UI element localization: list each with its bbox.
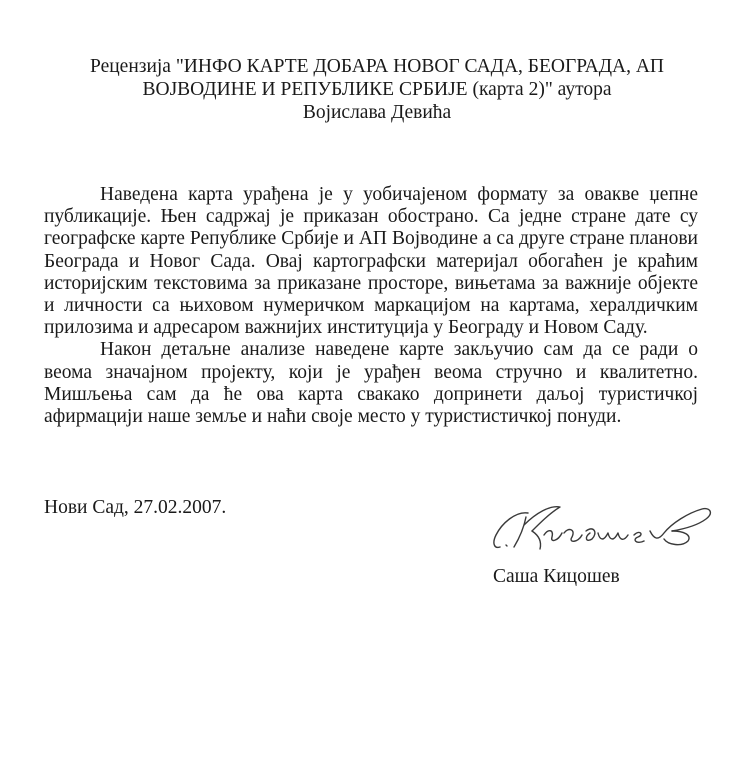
title-line-3: Војислава Девића [302,102,452,123]
document-body [44,184,698,428]
title-line-1: Рецензија "ИНФО КАРТЕ ДОБАРА НОВОГ САДА, БЕОГРАДА, АП [89,56,664,77]
body-paragraph-1: Наведена карта урађена је у уобичајеном формату за овакве џепне публикације. Њен садржај је приказан обострано. Са једне стране дате су географске карте Републике Србије и АП Војводине а са друге стране планови Београда и Новог Сада. Овај картографски материјал обогаћен је краћим историјским текстовима за приказане просторе, вињетама за важније објекте и личности са њиховом нумеричком маркацијом на картама, хералдичким прилозима и адресаром важнијих институција у Београду и Новом Саду. [44,184,698,339]
title-line-2: ВОЈВОДИНЕ И РЕПУБЛИКЕ СРБИЈЕ (карта 2)" аутора [142,79,612,100]
place-and-date: Нови Сад, 27.02.2007. [44,497,227,518]
document-title [20,55,734,124]
body-paragraph-2: Након детаљне анализе наведене карте закључио сам да се ради о веома значајном пројекту, који је урађен веома стручно и квалитетно. Мишљења сам да ће ова карта свакако допринети даљој туристичкој афирмацији наше земље и наћи своје место у туристистичкој понуди. [44,339,698,428]
signer-name: Саша Кицошев [493,566,620,587]
handwritten-signature [488,495,728,565]
